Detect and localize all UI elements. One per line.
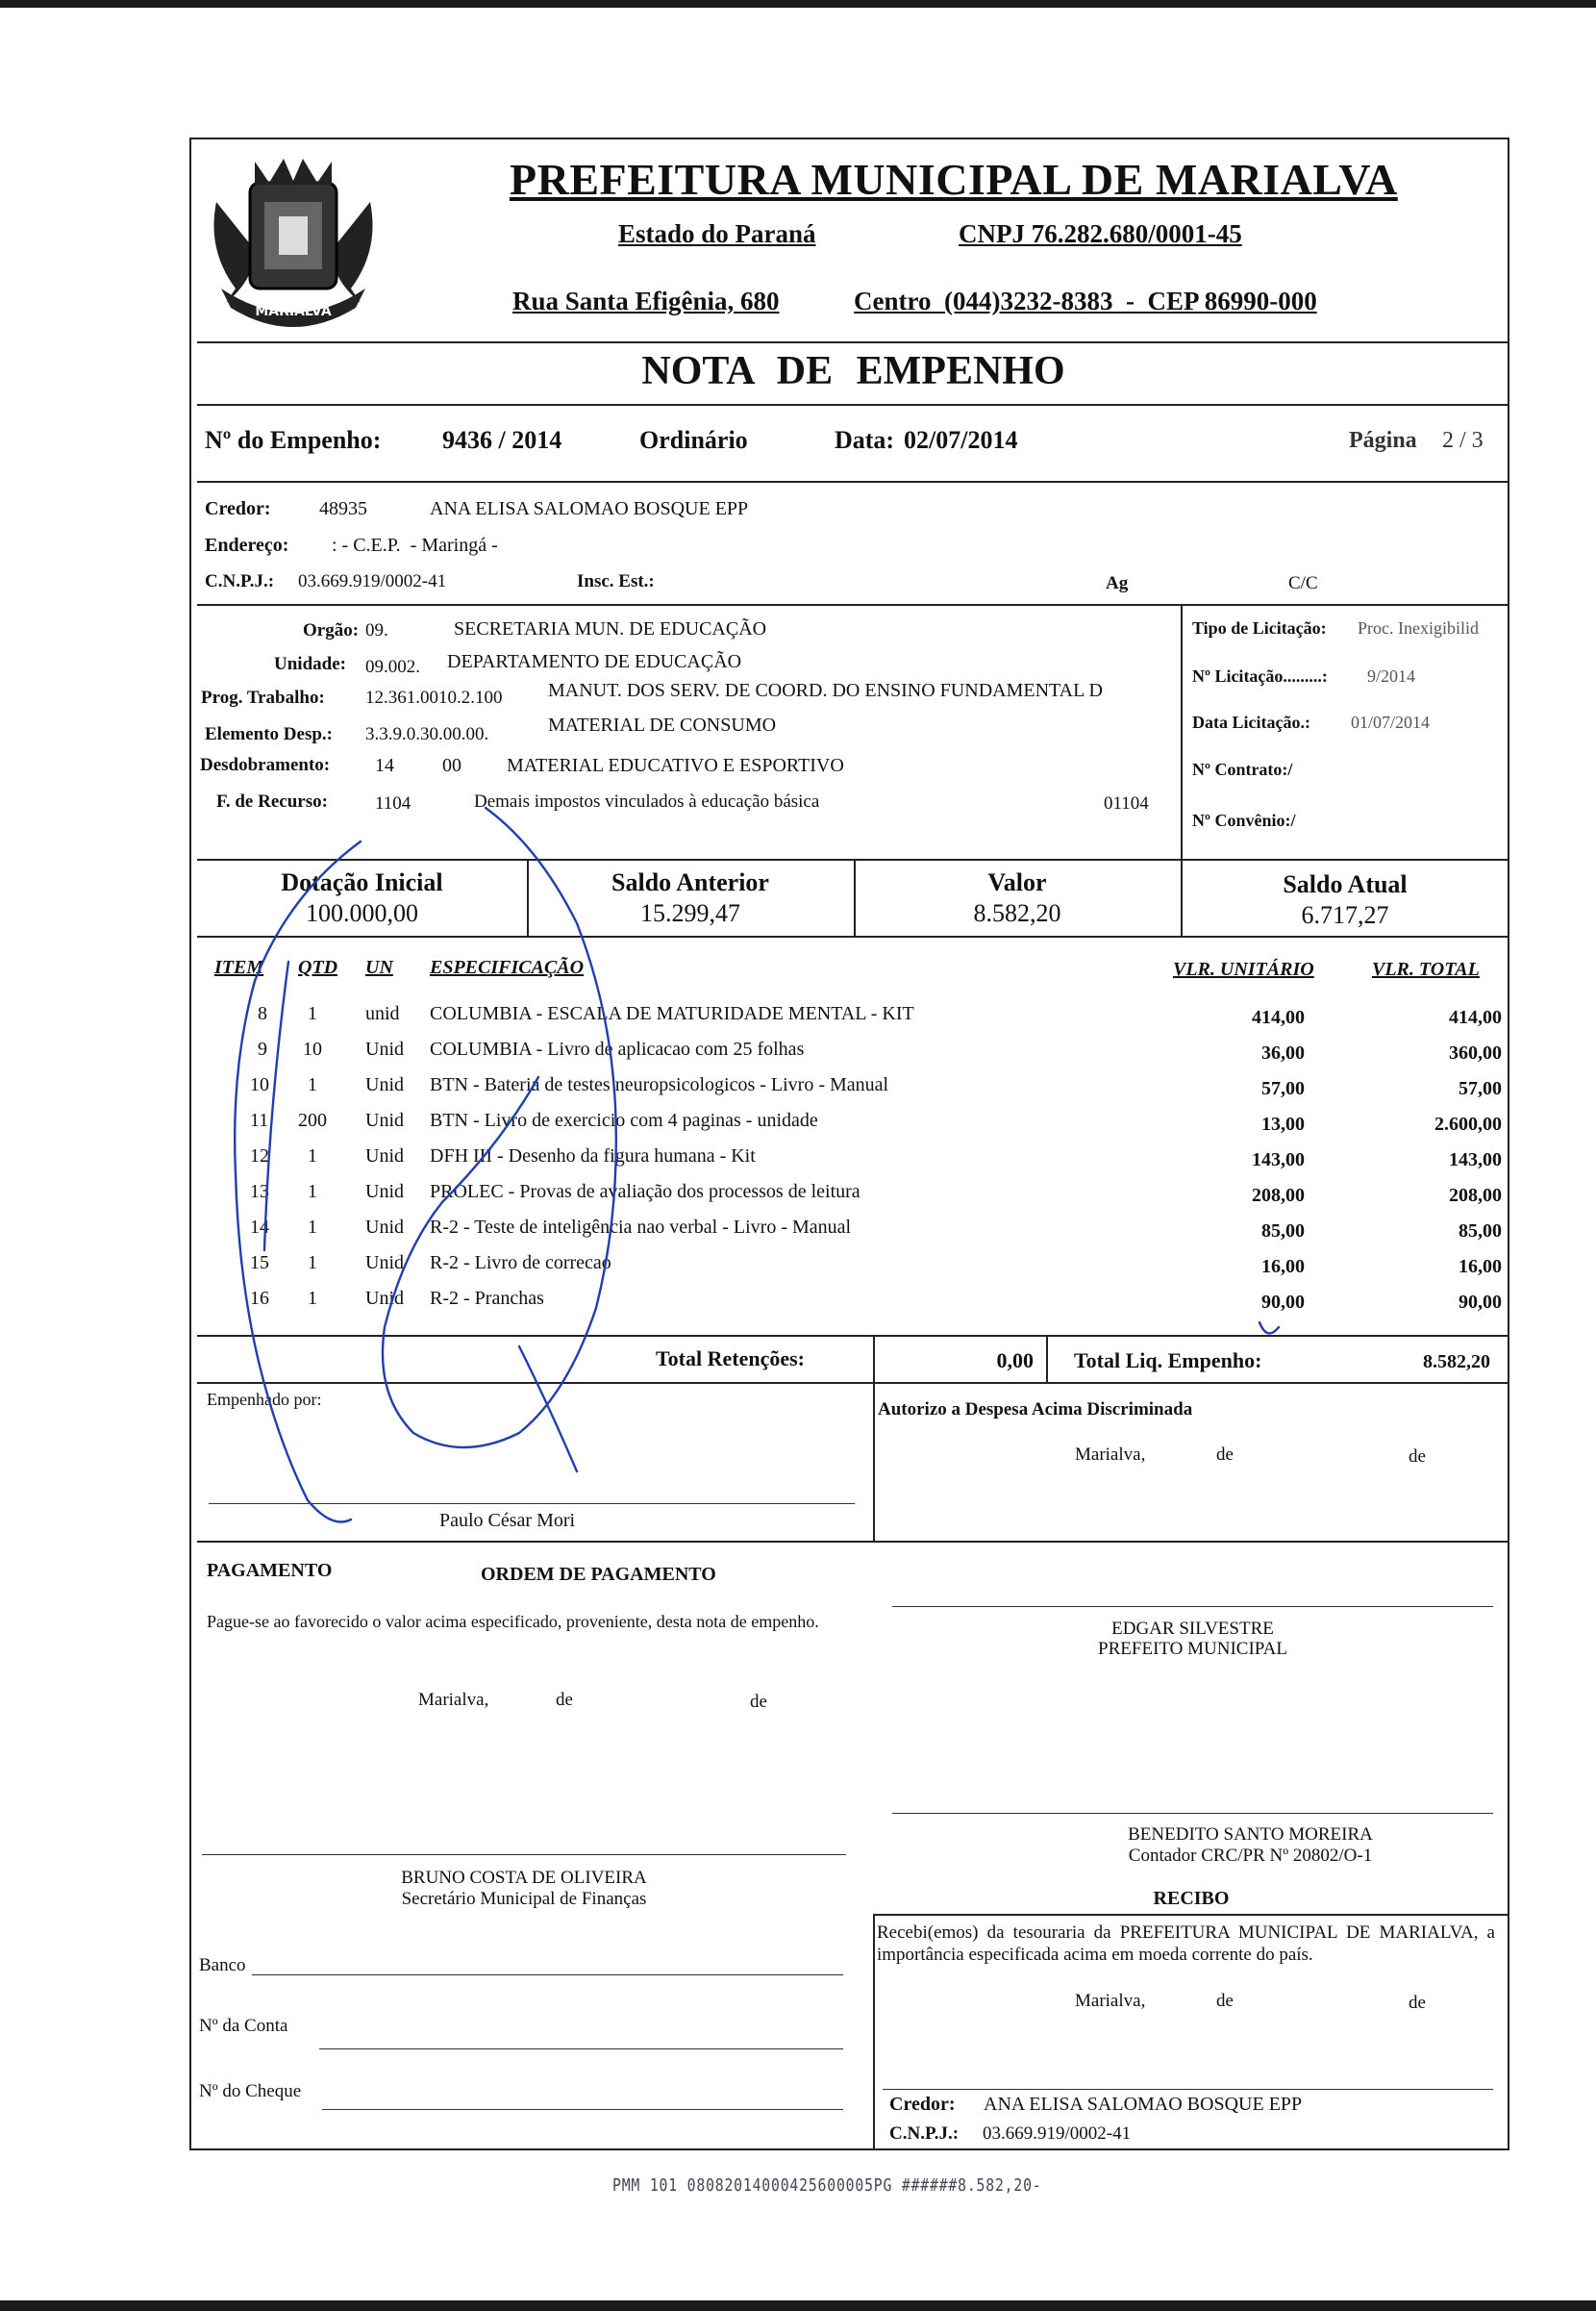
recibo-cnpj: 03.669.919/0002-41 <box>983 2123 1132 2144</box>
saldo-atual-value: 6.717,27 <box>1301 901 1389 929</box>
conta-label: Nº da Conta <box>199 2016 288 2036</box>
cheque-label: Nº do Cheque <box>199 2081 302 2101</box>
prog-code: 12.361.0010.2.100 <box>365 688 503 708</box>
row-qtd: 10 <box>303 1039 322 1060</box>
header-address: Centro (044)3232-8383 - CEP 86990-000 <box>854 287 1317 315</box>
page-number: 2 / 3 <box>1442 428 1484 453</box>
licitacao-num-label: Nº Licitação.........: <box>1192 666 1328 686</box>
row-un: Unid <box>365 1288 404 1309</box>
empenho-label: Nº do Empenho: <box>205 426 382 454</box>
recibo-cnpj-label: C.N.P.J.: <box>889 2123 960 2144</box>
row-un: unid <box>365 1003 400 1024</box>
elemento-code: 3.3.9.0.30.00.00. <box>365 724 489 744</box>
col-especificacao: ESPECIFICAÇÃO <box>430 957 585 978</box>
recibo-credor: ANA ELISA SALOMAO BOSQUE EPP <box>984 2094 1303 2115</box>
recurso-num: 01104 <box>1104 793 1149 814</box>
row-qtd: 1 <box>308 1181 317 1202</box>
prog-label: Prog. Trabalho: <box>201 688 325 708</box>
signature-mark <box>1259 1322 1279 1333</box>
licitacao-data-label: Data Licitação.: <box>1192 713 1310 732</box>
prefeito-role: PREFEITO MUNICIPAL <box>1098 1639 1287 1659</box>
row-total: 90,00 <box>1459 1292 1502 1313</box>
elemento-desc: MATERIAL DE CONSUMO <box>548 715 777 736</box>
saldo-atual-label: Saldo Atual <box>1283 870 1408 898</box>
credor-name: ANA ELISA SALOMAO BOSQUE EPP <box>430 498 749 519</box>
signature-loop-large <box>383 808 616 1447</box>
row-esp: BTN - Livro de exercicio com 4 paginas - unidade <box>430 1110 818 1131</box>
row-un: Unid <box>365 1110 404 1131</box>
row-qtd: 1 <box>308 1003 317 1024</box>
unidade-desc: DEPARTAMENTO DE EDUCAÇÃO <box>447 651 742 672</box>
desdobramento-code: 14 <box>375 755 394 776</box>
document-title: NOTA DE EMPENHO <box>641 349 1065 393</box>
page-label: Página <box>1349 428 1417 453</box>
cnpj-label: C.N.P.J.: <box>205 571 275 591</box>
unidade-code: 09.002. <box>365 657 420 677</box>
licitacao-num: 9/2014 <box>1367 666 1416 686</box>
row-item: 8 <box>258 1003 267 1024</box>
banco-label: Banco <box>199 1955 246 1975</box>
signature-stroke <box>264 962 288 1250</box>
recibo-de1: de <box>1216 1991 1234 2011</box>
valor-label: Valor <box>987 868 1047 896</box>
seal-text: MARIALVA <box>255 304 332 319</box>
row-total: 16,00 <box>1459 1256 1502 1277</box>
recibo-place: Marialva, <box>1075 1991 1146 2011</box>
row-total: 208,00 <box>1449 1185 1502 1206</box>
row-unit: 90,00 <box>1261 1292 1305 1313</box>
row-qtd: 1 <box>308 1288 317 1309</box>
row-unit: 13,00 <box>1261 1114 1305 1135</box>
empenho-number: 9436 / 2014 <box>442 426 562 454</box>
col-un: UN <box>365 957 393 978</box>
pagamento-text: Pague-se ao favorecido o valor acima especificado, proveniente, desta nota de empenho. <box>207 1612 819 1631</box>
row-item: 10 <box>250 1074 269 1095</box>
saldo-anterior-label: Saldo Anterior <box>611 868 769 896</box>
empenhado-name: Paulo César Mori <box>439 1510 576 1531</box>
pagamento-place: Marialva, <box>418 1690 489 1710</box>
row-esp: COLUMBIA - ESCALA DE MATURIDADE MENTAL - KIT <box>430 1003 914 1024</box>
licitacao-data: 01/07/2014 <box>1351 713 1431 732</box>
row-qtd: 200 <box>298 1110 327 1131</box>
row-esp: PROLEC - Provas de avaliação dos processos de leitura <box>430 1181 860 1202</box>
autorizo-de2: de <box>1409 1446 1426 1467</box>
credor-label: Credor: <box>205 498 271 519</box>
pagamento-label: PAGAMENTO <box>207 1560 333 1581</box>
contador-name: BENEDITO SANTO MOREIRA <box>1128 1824 1373 1845</box>
liquido-label: Total Liq. Empenho: <box>1074 1348 1262 1372</box>
unidade-label: Unidade: <box>274 654 346 674</box>
pagamento-de1: de <box>556 1690 573 1710</box>
liquido-value: 8.582,20 <box>1423 1351 1490 1372</box>
row-total: 85,00 <box>1459 1220 1502 1242</box>
row-un: Unid <box>365 1074 404 1095</box>
row-total: 414,00 <box>1449 1007 1502 1028</box>
pagamento-de2: de <box>750 1692 767 1712</box>
row-total: 57,00 <box>1459 1078 1502 1099</box>
address-label: Endereço: <box>205 535 289 556</box>
ag-label: Ag <box>1106 573 1129 593</box>
orgao-code: 09. <box>365 620 388 641</box>
insc-label: Insc. Est.: <box>577 571 655 591</box>
header-title: PREFEITURA MUNICIPAL DE MARIALVA <box>510 155 1398 204</box>
row-unit: 143,00 <box>1252 1149 1305 1170</box>
retencoes-value: 0,00 <box>996 1348 1034 1372</box>
row-total: 143,00 <box>1449 1149 1502 1170</box>
autorizo-label: Autorizo a Despesa Acima Discriminada <box>878 1399 1193 1419</box>
signature-left-arc <box>235 842 361 1522</box>
recibo-credor-label: Credor: <box>889 2094 956 2115</box>
row-un: Unid <box>365 1145 404 1167</box>
row-total: 360,00 <box>1449 1042 1502 1064</box>
header-cnpj: CNPJ 76.282.680/0001-45 <box>959 219 1242 248</box>
licitacao-tipo-label: Tipo de Licitação: <box>1192 618 1327 638</box>
prefeito-name: EDGAR SILVESTRE <box>1111 1619 1274 1639</box>
row-item: 16 <box>250 1288 269 1309</box>
col-vlr-unitario: VLR. UNITÁRIO <box>1173 959 1314 980</box>
desdobramento-desc: MATERIAL EDUCATIVO E ESPORTIVO <box>507 755 844 776</box>
autorizo-place: Marialva, <box>1075 1444 1146 1465</box>
cc-label: C/C <box>1288 573 1318 593</box>
recibo-label: RECIBO <box>1153 1888 1230 1909</box>
licitacao-tipo: Proc. Inexigibilid <box>1358 618 1479 638</box>
row-esp: COLUMBIA - Livro de aplicacao com 25 folhas <box>430 1039 805 1060</box>
row-unit: 36,00 <box>1261 1042 1305 1064</box>
cnpj-value: 03.669.919/0002-41 <box>298 571 447 591</box>
saldo-anterior-value: 15.299,47 <box>640 899 740 927</box>
desdobramento-sub: 00 <box>442 755 461 776</box>
autorizo-de1: de <box>1216 1444 1234 1465</box>
retencoes-label: Total Retenções: <box>656 1346 805 1370</box>
address-value: : - C.E.P. - Maringá - <box>332 535 498 556</box>
contrato-label: Nº Contrato:/ <box>1192 760 1293 779</box>
row-esp: R-2 - Livro de correcao <box>430 1252 611 1273</box>
row-item: 14 <box>250 1217 269 1238</box>
row-item: 11 <box>250 1110 269 1131</box>
header-street: Rua Santa Efigênia, 680 <box>512 287 780 315</box>
row-unit: 85,00 <box>1261 1220 1305 1242</box>
secretario-name: BRUNO COSTA DE OLIVEIRA <box>401 1868 647 1888</box>
row-item: 15 <box>250 1252 269 1273</box>
orgao-desc: SECRETARIA MUN. DE EDUCAÇÃO <box>454 618 767 640</box>
row-qtd: 1 <box>308 1145 317 1167</box>
row-un: Unid <box>365 1039 404 1060</box>
elemento-label: Elemento Desp.: <box>205 724 333 744</box>
col-vlr-total: VLR. TOTAL <box>1372 959 1480 980</box>
row-esp: R-2 - Teste de inteligência nao verbal - Livro - Manual <box>430 1217 852 1238</box>
auth-stamp: PMM 101 08082014000425600005PG ######8.582,20- <box>612 2175 1042 2196</box>
col-item: ITEM <box>214 957 264 978</box>
row-item: 13 <box>250 1181 269 1202</box>
desdobramento-label: Desdobramento: <box>200 755 331 775</box>
credor-code: 48935 <box>319 498 367 519</box>
empenho-type: Ordinário <box>639 426 748 454</box>
empenho-date-label: Data: <box>835 426 895 454</box>
empenho-date: 02/07/2014 <box>904 426 1018 454</box>
row-item: 12 <box>250 1145 269 1167</box>
row-qtd: 1 <box>308 1217 317 1238</box>
row-unit: 57,00 <box>1261 1078 1305 1099</box>
row-unit: 208,00 <box>1252 1185 1305 1206</box>
dotacao-label: Dotação Inicial <box>281 868 443 896</box>
row-esp: DFH III - Desenho da figura humana - Kit <box>430 1145 756 1167</box>
valor-value: 8.582,20 <box>973 899 1061 927</box>
row-un: Unid <box>365 1252 404 1273</box>
prog-desc: MANUT. DOS SERV. DE COORD. DO ENSINO FUNDAMENTAL D <box>548 680 1104 701</box>
row-esp: R-2 - Pranchas <box>430 1288 544 1309</box>
contador-role: Contador CRC/PR Nº 20802/O-1 <box>1128 1846 1373 1866</box>
convenio-label: Nº Convênio:/ <box>1192 811 1296 830</box>
empenhado-label: Empenhado por: <box>207 1390 322 1409</box>
recurso-code: 1104 <box>375 793 411 814</box>
row-un: Unid <box>365 1217 404 1238</box>
row-total: 2.600,00 <box>1434 1114 1502 1135</box>
row-unit: 414,00 <box>1252 1007 1305 1028</box>
row-qtd: 1 <box>308 1074 317 1095</box>
col-qtd: QTD <box>298 957 338 978</box>
row-esp: BTN - Bateria de testes neuropsicologicos - Livro - Manual <box>430 1074 889 1095</box>
recurso-desc: Demais impostos vinculados à educação básica <box>474 791 820 812</box>
signature-tail <box>519 1346 577 1471</box>
row-unit: 16,00 <box>1261 1256 1305 1277</box>
dotacao-value: 100.000,00 <box>306 899 418 927</box>
row-item: 9 <box>258 1039 267 1060</box>
row-un: Unid <box>365 1181 404 1202</box>
recibo-text: Recebi(emos) da tesouraria da PREFEITURA MUNICIPAL DE MARIALVA, a importância especificada acima em moeda corrente do país. <box>877 1922 1495 1965</box>
recibo-de2: de <box>1409 1993 1426 2013</box>
orgao-label: Orgão: <box>303 620 360 641</box>
row-qtd: 1 <box>308 1252 317 1273</box>
ordem-pagamento-label: ORDEM DE PAGAMENTO <box>481 1564 716 1585</box>
secretario-role: Secretário Municipal de Finanças <box>401 1889 647 1909</box>
recurso-label: F. de Recurso: <box>216 791 328 812</box>
header-state: Estado do Paraná <box>618 219 816 248</box>
